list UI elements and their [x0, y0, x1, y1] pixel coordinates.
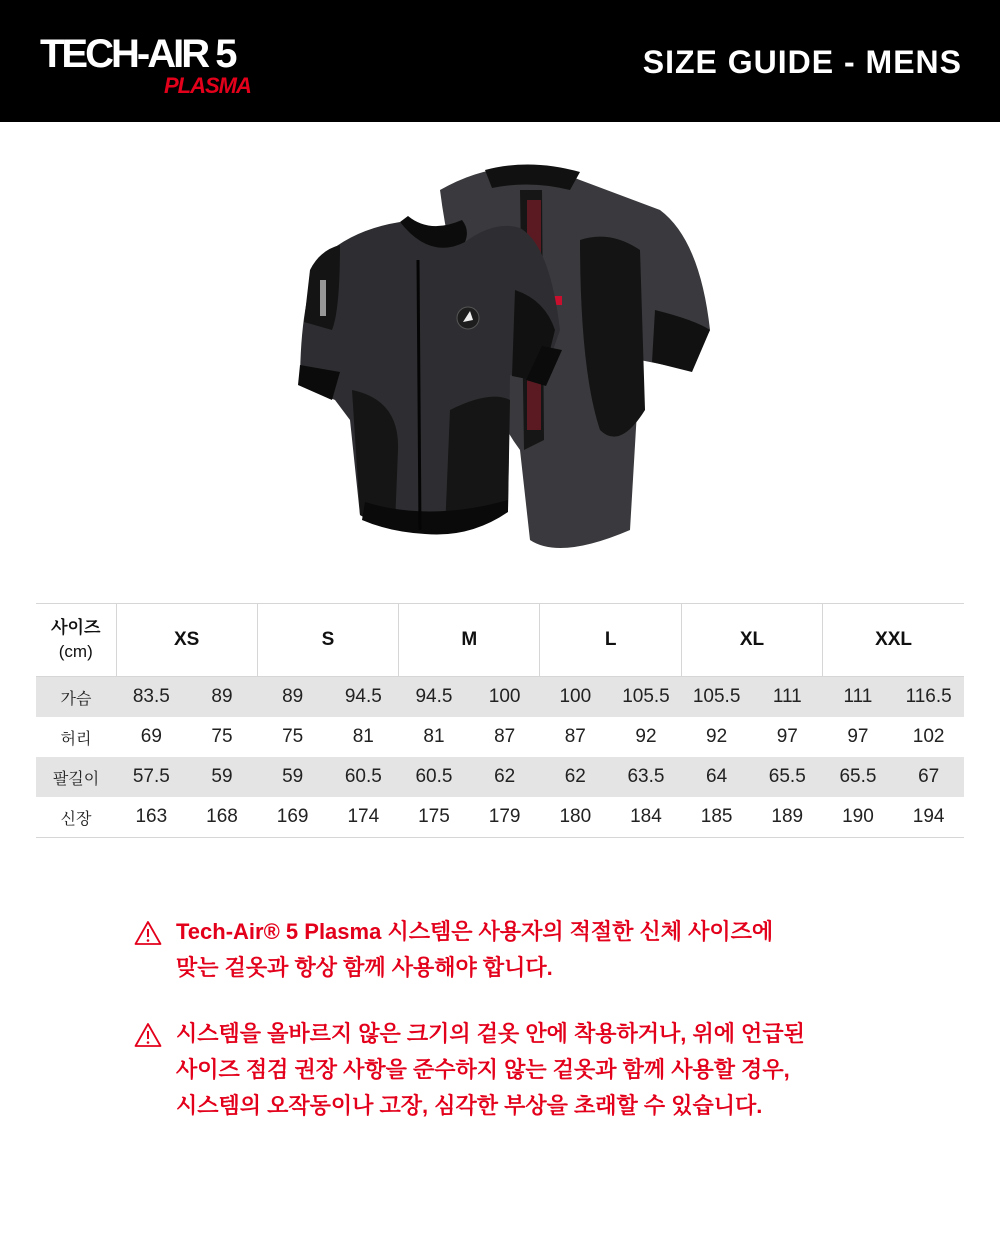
table-cell: 65.5	[823, 757, 894, 797]
table-cell: 62	[469, 757, 540, 797]
table-cell: 97	[847, 726, 869, 747]
table-cell: 60.5	[399, 757, 470, 797]
warning-line: 시스템의 오작동이나 고장, 심각한 부상을 초래할 수 있습니다.	[176, 1093, 763, 1118]
table-cell: 89	[257, 677, 328, 718]
warning-line: 시스템을 올바르지 않은 크기의 겉옷 안에 착용하거나, 위에 언급된	[176, 1021, 805, 1046]
table-cell: 97	[776, 726, 798, 747]
table-row-arm-length	[36, 757, 964, 797]
tech-air-logo	[40, 32, 270, 102]
table-cell: 69	[140, 726, 162, 747]
table-cell: 100	[469, 677, 540, 718]
size-table	[36, 603, 964, 838]
row-label: 가슴	[36, 677, 116, 718]
table-cell: 64	[681, 757, 752, 797]
warning-triangle-icon	[134, 920, 162, 946]
table-row-waist	[36, 717, 964, 757]
table-cell: 57.5	[116, 757, 187, 797]
table-cell: 179	[469, 797, 540, 838]
table-cell: 92	[706, 726, 728, 747]
size-xs-header: XS	[116, 604, 257, 677]
size-unit-text: (cm)	[58, 642, 93, 661]
table-cell: 59	[187, 757, 258, 797]
table-cell: 92	[635, 726, 657, 747]
table-row-height	[36, 797, 964, 838]
table-cell: 194	[893, 797, 964, 838]
warning-line: 맞는 겉옷과 항상 함께 사용해야 합니다.	[176, 955, 553, 980]
table-cell: 175	[399, 797, 470, 838]
warning-line: Tech-Air® 5 Plasma 시스템은 사용자의 적절한 신체 사이즈에	[176, 919, 774, 944]
table-cell: 63.5	[611, 757, 682, 797]
size-xxl-header: XXL	[823, 604, 964, 677]
table-header-row	[36, 604, 964, 677]
row-label: 신장	[36, 797, 116, 838]
table-cell: 67	[893, 757, 964, 797]
table-cell: 83.5	[116, 677, 187, 718]
table-cell: 105.5	[681, 677, 752, 718]
size-xl-header: XL	[681, 604, 822, 677]
table-cell: 105.5	[611, 677, 682, 718]
table-cell: 169	[257, 797, 328, 838]
warnings-section	[134, 914, 874, 1154]
table-cell: 102	[912, 726, 945, 747]
table-cell: 81	[423, 726, 445, 747]
header-bar	[0, 0, 1000, 122]
logo-sub-text: PLASMA	[164, 73, 251, 98]
table-cell: 100	[540, 677, 611, 718]
table-cell: 180	[540, 797, 611, 838]
size-s-header: S	[257, 604, 398, 677]
table-cell: 59	[257, 757, 328, 797]
table-cell: 163	[116, 797, 187, 838]
table-cell: 89	[187, 677, 258, 718]
warning-text	[176, 914, 874, 986]
table-cell: 189	[752, 797, 823, 838]
size-label-header	[36, 604, 116, 677]
table-cell: 168	[187, 797, 258, 838]
row-label: 허리	[60, 730, 92, 748]
table-cell: 75	[282, 726, 304, 747]
table-row-chest	[36, 677, 964, 718]
warning-text	[176, 1016, 874, 1124]
size-m-header: M	[399, 604, 540, 677]
table-cell: 116.5	[893, 677, 964, 718]
table-cell: 185	[681, 797, 752, 838]
table-cell: 94.5	[328, 677, 399, 718]
table-cell: 60.5	[328, 757, 399, 797]
table-cell: 174	[328, 797, 399, 838]
airbag-vest-image	[280, 150, 720, 570]
logo-main-text: TECH-AIR 5	[40, 32, 235, 76]
warning-line: 사이즈 점검 권장 사항을 준수하지 않는 겉옷과 함께 사용할 경우,	[176, 1057, 790, 1082]
page-title: SIZE GUIDE - MENS	[642, 44, 962, 80]
table-cell: 87	[564, 726, 586, 747]
table-cell: 111	[823, 677, 894, 718]
table-cell: 65.5	[752, 757, 823, 797]
warning-item	[134, 1016, 874, 1124]
warning-item	[134, 914, 874, 986]
table-cell: 184	[611, 797, 682, 838]
table-cell: 190	[823, 797, 894, 838]
vest-front-view	[298, 216, 562, 535]
table-cell: 75	[211, 726, 233, 747]
table-cell: 94.5	[399, 677, 470, 718]
size-label-text: 사이즈	[51, 618, 101, 637]
row-label: 팔길이	[36, 757, 116, 797]
table-cell: 87	[494, 726, 516, 747]
table-cell: 81	[352, 726, 374, 747]
table-cell: 62	[540, 757, 611, 797]
size-l-header: L	[540, 604, 681, 677]
warning-triangle-icon	[134, 1022, 162, 1048]
table-cell: 111	[752, 677, 823, 718]
